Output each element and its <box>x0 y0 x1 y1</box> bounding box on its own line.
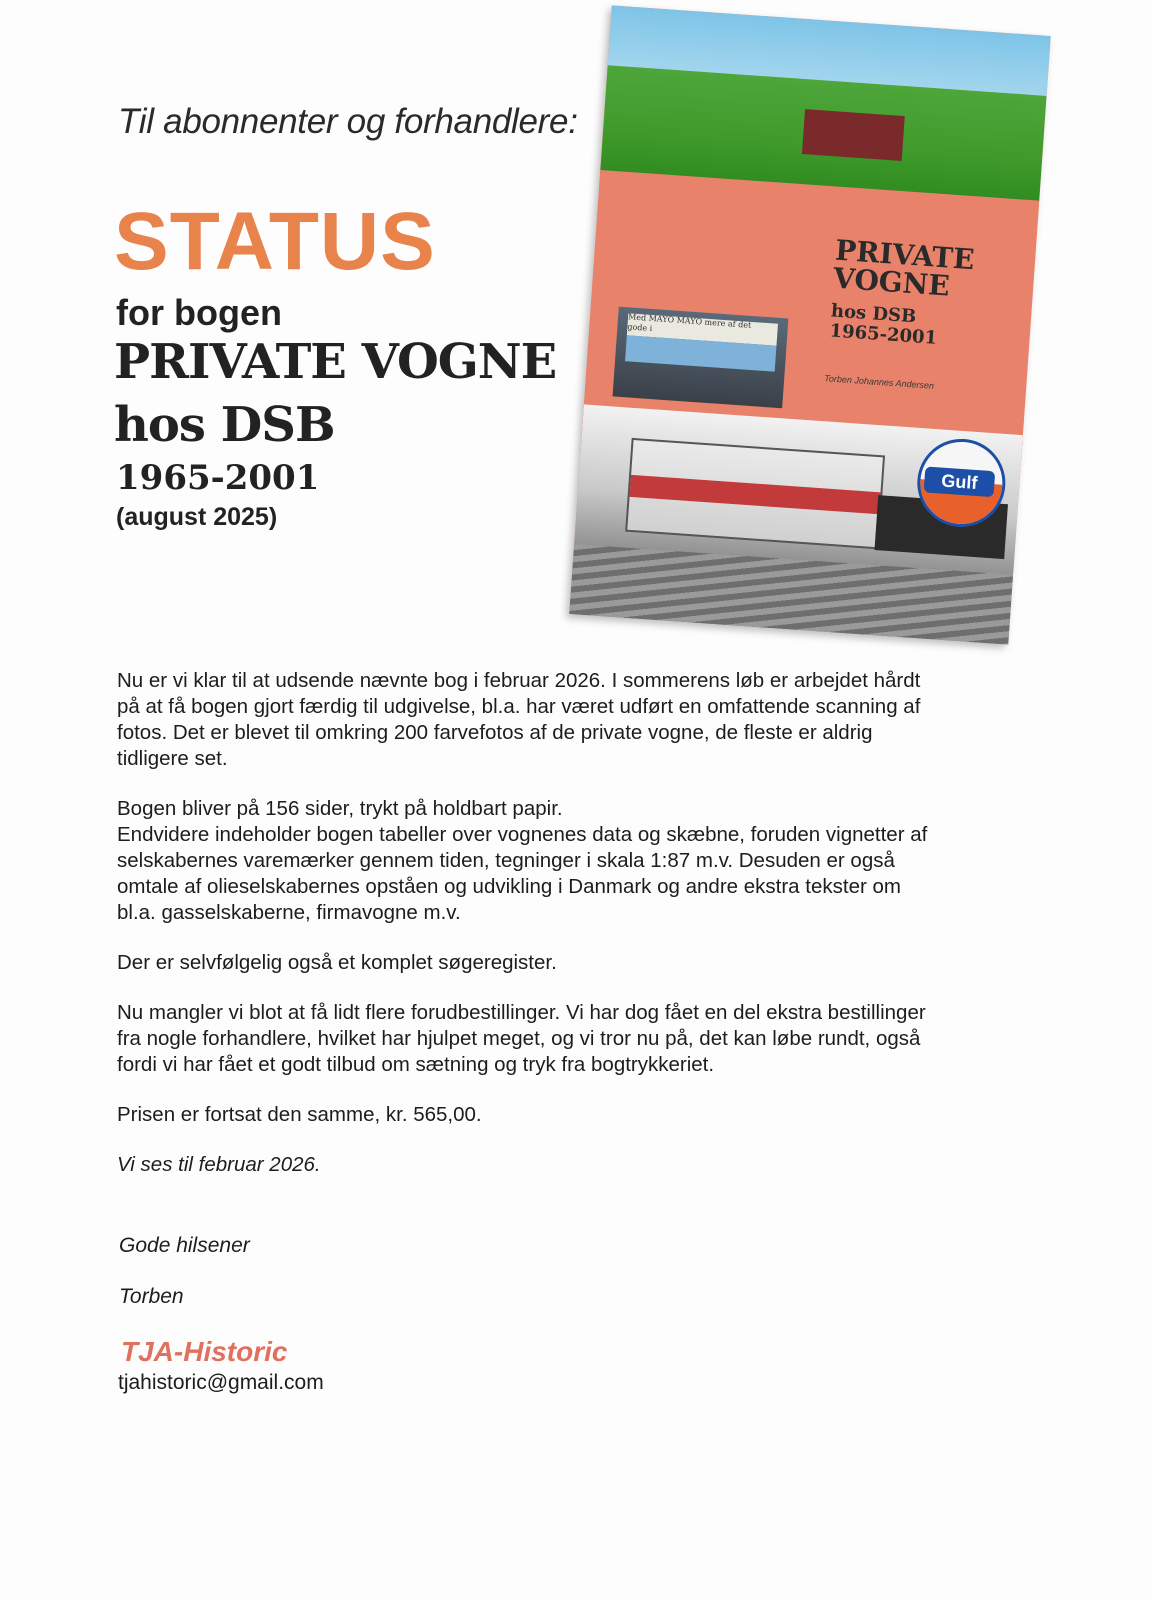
signature: Torben <box>119 1285 184 1308</box>
book-cover-image <box>569 5 1050 644</box>
paragraph-1: Nu er vi klar til at udsende nævnte bog i februar 2026. I sommerens løb er arbejdet hårdt på at få bogen gjort færdig til udgivelse, bl.a. har været udført en omfattende scanning af fotos. Det er blevet til omkring 200 farvefotos af de private vogne, de fleste er aldrig tidligere set. <box>117 669 921 770</box>
brand-name: TJA-Historic <box>121 1336 288 1367</box>
cover-subtitle-line1: hos DSB <box>830 300 917 328</box>
for-bogen-label: for bogen <box>116 292 282 333</box>
cover-locomotive <box>802 109 905 161</box>
cover-subtitle-line2: 1965-2001 <box>828 320 938 349</box>
email-address: tjahistoric@gmail.com <box>118 1371 324 1394</box>
status-title: STATUS <box>114 196 436 287</box>
paragraph-3: Der er selvfølgelig også et komplet søgeregister. <box>117 951 557 974</box>
book-title-line1: PRIVATE VOGNE <box>114 334 557 390</box>
book-title-line2: hos DSB <box>114 397 335 453</box>
signoff: Gode hilsener <box>119 1234 250 1257</box>
book-years: 1965-2001 <box>116 458 320 498</box>
book-date: (august 2025) <box>116 503 278 531</box>
paragraph-4: Nu mangler vi blot at få lidt flere forudbestillinger. Vi har dog fået en del ekstra bestillinger fra nogle forhandlere, hvilket har hjulpet meget, og vi tror nu på, det kan løbe rundt, også fordi vi har fået et godt tilbud om sætning og tryk fra bogtrykkeriet. <box>117 1001 926 1076</box>
greeting: Til abonnenter og forhandlere: <box>118 102 578 141</box>
cover-tank-wagon <box>625 438 885 549</box>
cover-subtitle <box>829 301 939 348</box>
cover-author: Torben Johannes Andersen <box>823 373 935 391</box>
cover-photo-label: Med MAYO MAYO mere af det gode i <box>627 312 752 333</box>
paragraph-see-you: Vi ses til februar 2026. <box>117 1153 321 1176</box>
gulf-logo-text: Gulf <box>924 466 996 497</box>
paragraph-price: Prisen er fortsat den samme, kr. 565,00. <box>117 1103 482 1126</box>
letter-body <box>117 668 1002 1202</box>
cover-title: PRIVATE VOGNE <box>832 233 976 303</box>
paragraph-2: Bogen bliver på 156 sider, trykt på holdbart papir. Endvidere indeholder bogen tabeller over vognenes data og skæbne, foruden vignetter af selskabernes varemærker gennem tiden, tegninger i skala 1:87 m.v. Desuden er også omtale af olieselskabernes opståen og udvikling i Danmark og andre ekstra tekster om bl.a. gasselskaberne, firmavogne m.v. <box>117 797 928 924</box>
